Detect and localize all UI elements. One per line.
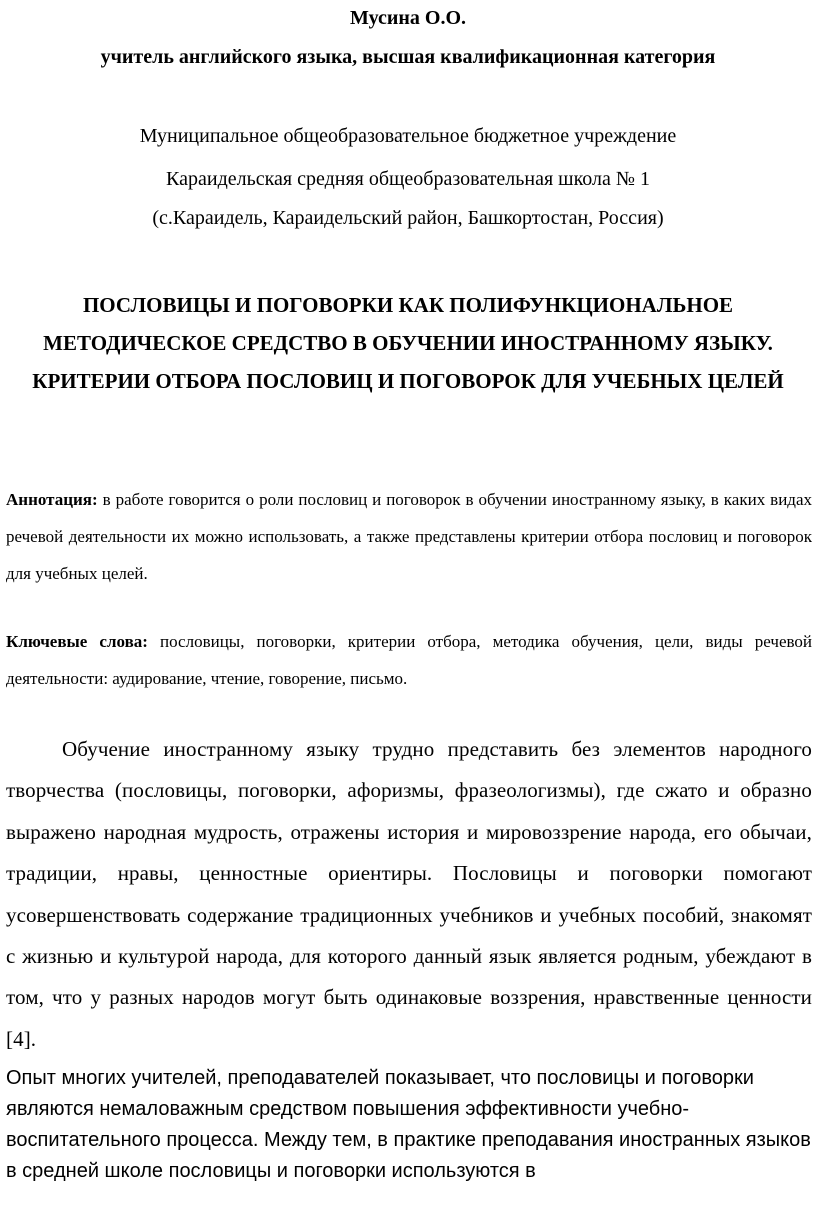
keywords-text: пословицы, поговорки, критерии отбора, методика обучения, цели, виды речевой деятельности: аудирование, чтение, говорение, письмо. [6,632,813,688]
abstract-block [6,481,812,592]
keywords-label: Ключевые слова: [6,632,148,651]
author-position: учитель английского языка, высшая квалификационная категория [100,46,716,68]
school-name: Караидельская средняя общеобразовательная школа № 1 [166,168,650,190]
article-title: ПОСЛОВИЦЫ И ПОГОВОРКИ КАК ПОЛИФУНКЦИОНАЛЬНОЕ МЕТОДИЧЕСКОЕ СРЕДСТВО В ОБУЧЕНИИ ИНОСТРАННОМУ ЯЗЫКУ. КРИТЕРИИ ОТБОРА ПОСЛОВИЦ И ПОГОВОРОК ДЛЯ УЧЕБНЫХ ЦЕЛЕЙ [32,293,784,393]
school-address: (с.Караидель, Караидельский район, Башкортостан, Россия) [152,207,664,229]
keywords-block [6,623,812,697]
author-name: Мусина О.О. [349,7,467,29]
body-paragraph-1: Обучение иностранному языку трудно представить без элементов народного творчества (пословицы, поговорки, афоризмы, фразеологизмы), где сжато и образно выражено народная мудрость, отражены история и мировоззрение народа, его обычаи, традиции, нравы, ценностные ориентиры. Пословицы и поговорки помогают усовершенствовать содержание традиционных учебников и учебных пособий, знакомят с жизнью и культурой народа, для которого данный язык является родным, убеждают в том, что у разных народов могут быть одинаковые воззрения, нравственные ценности [4]. [6,737,812,1051]
abstract-label: Аннотация: [6,490,98,509]
body-paragraph-2: Опыт многих учителей, преподавателей показывает, что пословицы и поговорки являются немаловажным средством повышения эффективности учебно-воспитательного процесса. Между тем, в практике преподавания иностранных языков в средней школе пословицы и поговорки используются в [6,1067,811,1182]
institution-name: Муниципальное общеобразовательное бюджетное учреждение [139,125,677,147]
abstract-text: в работе говорится о роли пословиц и поговорок в обучении иностранному языку, в каких видах речевой деятельности их можно использовать, а также представлены критерии отбора пословиц и поговорок для учебных целей. [6,490,813,583]
